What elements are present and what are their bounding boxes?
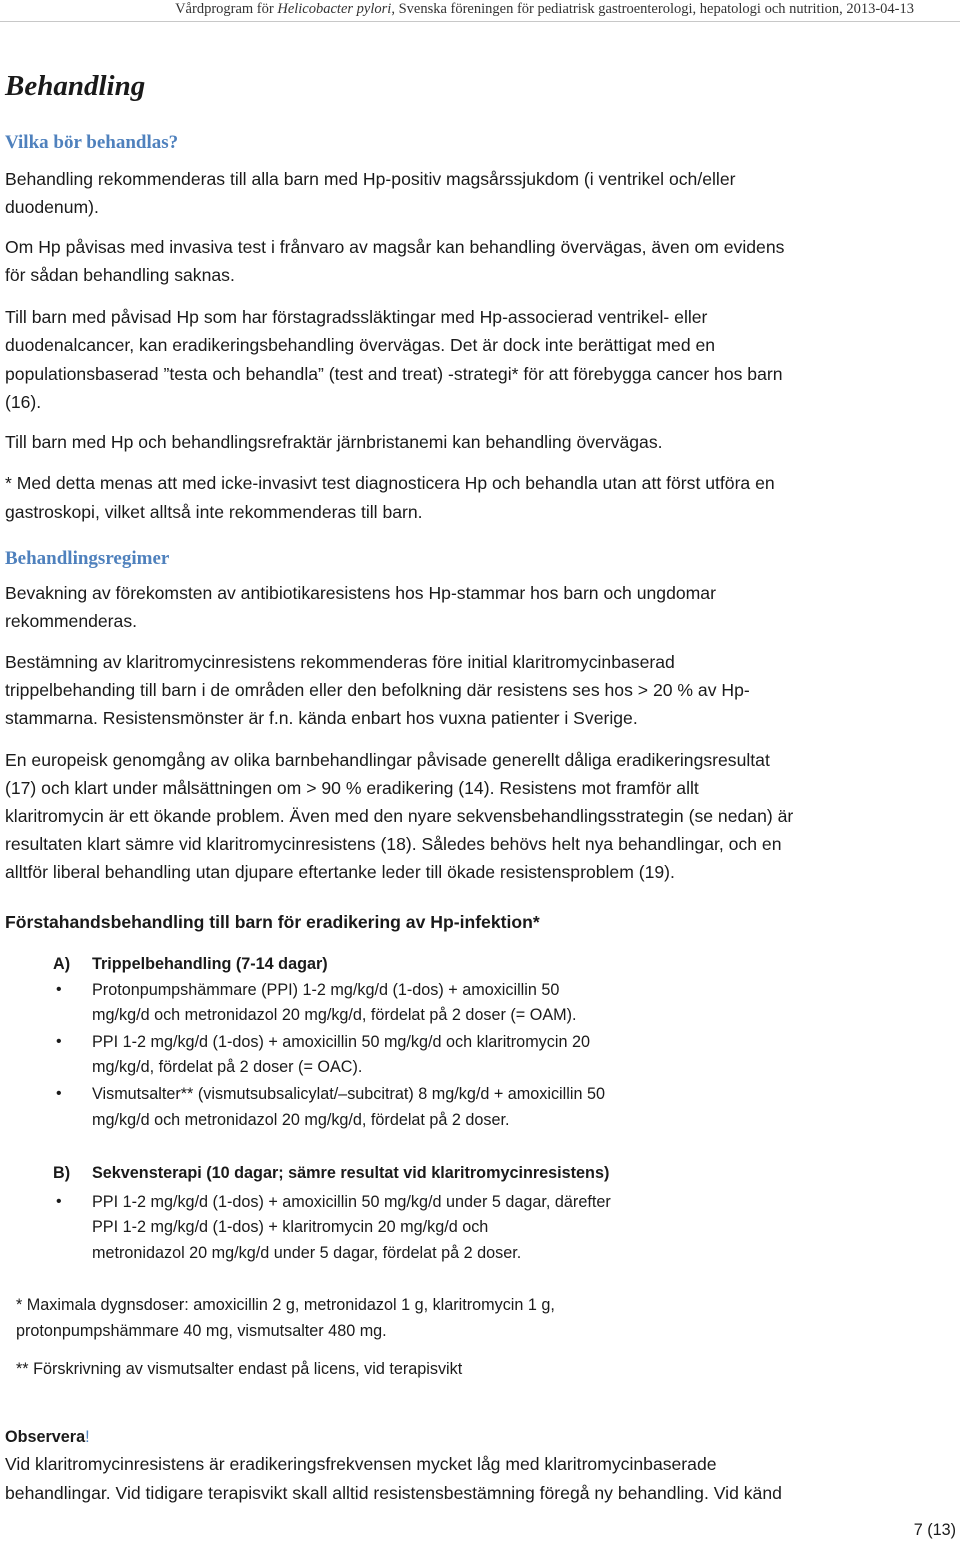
paragraph-line: resultaten klart sämre vid klaritromycinresistens (18). Således behövs helt nya behandlingar, och en [5,834,782,854]
paragraph-line: gastroskopi, vilket alltså inte rekommenderas till barn. [5,502,423,522]
footnote-line: * Maximala dygnsdoser: amoxicillin 2 g, metronidazol 1 g, klaritromycin 1 g, [16,1296,555,1314]
paragraph-line: alltför liberal behandling utan djupare eftertanke leder till ökade resistensproblem (19). [5,862,675,882]
paragraph-line: Bestämning av klaritromycinresistens rekommenderas före initial klaritromycinbaserad [5,652,675,672]
section-heading-regimens: Behandlingsregimer [5,548,170,569]
paragraph-line: Bevakning av förekomsten av antibiotikaresistens hos Hp-stammar hos barn och ungdomar [5,583,716,603]
section-heading-first-line-treatment: Förstahandsbehandling till barn för eradikering av Hp-infektion* [5,912,540,932]
paragraph-line: (17) och klart under målsättningen om > 90 % eradikering (14). Resistens mot framför allt [5,778,699,798]
observera-label: Observera [5,1428,86,1446]
paragraph-line: Vid klaritromycinresistens är eradikeringsfrekvensen mycket låg med klaritromycinbaserade [5,1454,717,1474]
paragraph-line: behandlingar. Vid tidigare terapisvikt skall alltid resistensbestämning föregå ny behandling. Vid känd [5,1483,782,1503]
paragraph-line: Till barn med Hp och behandlingsrefraktär järnbristanemi kan behandling övervägas. [5,432,663,452]
section-heading-who: Vilka bör behandlas? [5,132,179,153]
page-title: Behandling [5,70,146,102]
list-item-line: mg/kg/d, fördelat på 2 doser (= OAC). [92,1058,363,1076]
page-header [0,0,960,22]
paragraph-line: trippelbehanding till barn i de områden eller den befolkning där resistens ses hos > 20 % av Hp- [5,680,750,700]
bullet-icon: • [56,1193,62,1210]
group-a-title: Trippelbehandling (7-14 dagar) [92,955,328,973]
paragraph-line: * Med detta menas att med icke-invasivt test diagnosticera Hp och behandla utan att först utföra en [5,473,775,493]
page-number: 7 (13) [913,1521,956,1539]
list-item-line: PPI 1-2 mg/kg/d (1-dos) + klaritromycin 20 mg/kg/d och [92,1218,489,1236]
list-item-line: mg/kg/d och metronidazol 20 mg/kg/d, fördelat på 2 doser. [92,1111,510,1129]
paragraph-line: rekommenderas. [5,611,138,631]
paragraph-line: Behandling rekommenderas till alla barn med Hp-positiv magsårssjukdom (i ventrikel och/eller [5,169,736,189]
paragraph-line: populationsbaserad ”testa och behandla” (test and treat) -strategi* för att förebygga cancer hos barn [5,364,783,384]
paragraph-line: duodenalcancer, kan eradikeringsbehandling övervägas. Det är dock inte berättigat med en [5,335,716,355]
paragraph-line: En europeisk genomgång av olika barnbehandlingar påvisade generellt dåliga eradikeringsresultat [5,750,770,770]
paragraph-line: (16). [5,392,42,412]
paragraph-line: Om Hp påvisas med invasiva test i frånvaro av magsår kan behandling övervägas, även om evidens [5,237,785,257]
bullet-icon: • [56,1033,62,1050]
observera-heading [5,1424,90,1450]
list-label-b: B) [53,1164,71,1182]
group-b-title: Sekvensterapi (10 dagar; sämre resultat vid klaritromycinresistens) [92,1164,610,1182]
list-item-line: PPI 1-2 mg/kg/d (1-dos) + amoxicillin 50 mg/kg/d och klaritromycin 20 [92,1033,590,1051]
list-item-line: Vismutsalter** (vismutsubsalicylat/–subcitrat) 8 mg/kg/d + amoxicillin 50 [92,1085,605,1103]
footnote-line: protonpumpshämmare 40 mg, vismutsalter 480 mg. [16,1322,387,1340]
list-label-a: A) [53,955,71,973]
list-item-line: mg/kg/d och metronidazol 20 mg/kg/d, fördelat på 2 doser (= OAM). [92,1006,577,1024]
header-suffix: , Svenska föreningen för pediatrisk gastroenterologi, hepatologi och nutrition, 2013-04-13 [391,1,914,17]
list-item-line: metronidazol 20 mg/kg/d under 5 dagar, fördelat på 2 doser. [92,1244,522,1262]
observera-mark: ! [85,1428,90,1446]
list-item-line: PPI 1-2 mg/kg/d (1-dos) + amoxicillin 50 mg/kg/d under 5 dagar, därefter [92,1193,611,1211]
paragraph-line: för sådan behandling saknas. [5,265,235,285]
bullet-icon: • [56,1085,62,1102]
paragraph-line: stammarna. Resistensmönster är f.n. kända enbart hos vuxna patienter i Sverige. [5,708,638,728]
header-organism: Helicobacter pylori [277,1,392,17]
paragraph-line: klaritromycin är ett ökande problem. Även med den nyare sekvensbehandlingsstrategin (se nedan) är [5,806,794,826]
footnote-line: ** Förskrivning av vismutsalter endast på licens, vid terapisvikt [16,1360,463,1378]
bullet-icon: • [56,981,62,998]
paragraph-line: Till barn med påvisad Hp som har förstagradssläktingar med Hp-associerad ventrikel- eller [5,307,708,327]
paragraph-line: duodenum). [5,197,99,217]
list-item-line: Protonpumpshämmare (PPI) 1-2 mg/kg/d (1-dos) + amoxicillin 50 [92,981,560,999]
header-prefix: Vårdprogram för [175,1,278,17]
